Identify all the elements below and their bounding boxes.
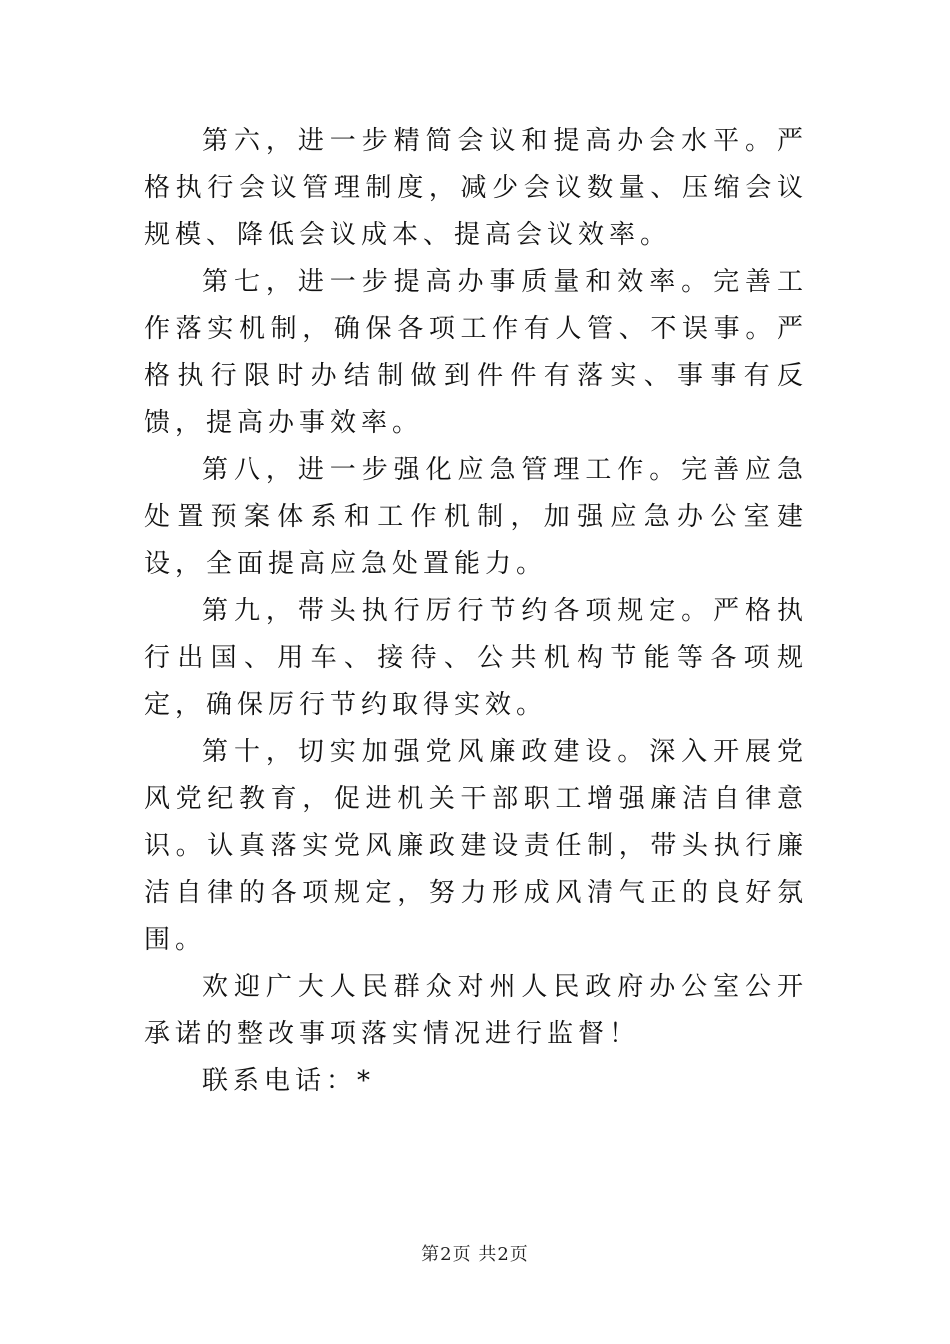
contact-phone: 联系电话：*	[202, 1066, 376, 1096]
paragraph-item-6: 第六，进一步精简会议和提高办会水平。严格执行会议管理制度，减少会议数量、压缩会议规模、降低会议成本、提高会议效率。	[144, 126, 808, 250]
paragraph-item-9: 第九，带头执行厉行节约各项规定。严格执行出国、用车、接待、公共机构节能等各项规定，确保厉行节约取得实效。	[144, 596, 808, 720]
paragraph-item-8: 第八，进一步强化应急管理工作。完善应急处置预案体系和工作机制，加强应急办公室建设，全面提高应急处置能力。	[144, 455, 808, 579]
document-body	[144, 118, 808, 1105]
page-number-footer: 第2页 共2页	[421, 1244, 529, 1265]
paragraph-item-7: 第七，进一步提高办事质量和效率。完善工作落实机制，确保各项工作有人管、不误事。严格执行限时办结制做到件件有落实、事事有反馈，提高办事效率。	[144, 267, 808, 438]
paragraph-item-10: 第十，切实加强党风廉政建设。深入开展党风党纪教育，促进机关干部职工增强廉洁自律意识。认真落实党风廉政建设责任制，带头执行廉洁自律的各项规定，努力形成风清气正的良好氛围。	[144, 737, 808, 955]
supervision-invitation: 欢迎广大人民群众对州人民政府办公室公开承诺的整改事项落实情况进行监督！	[144, 972, 808, 1049]
